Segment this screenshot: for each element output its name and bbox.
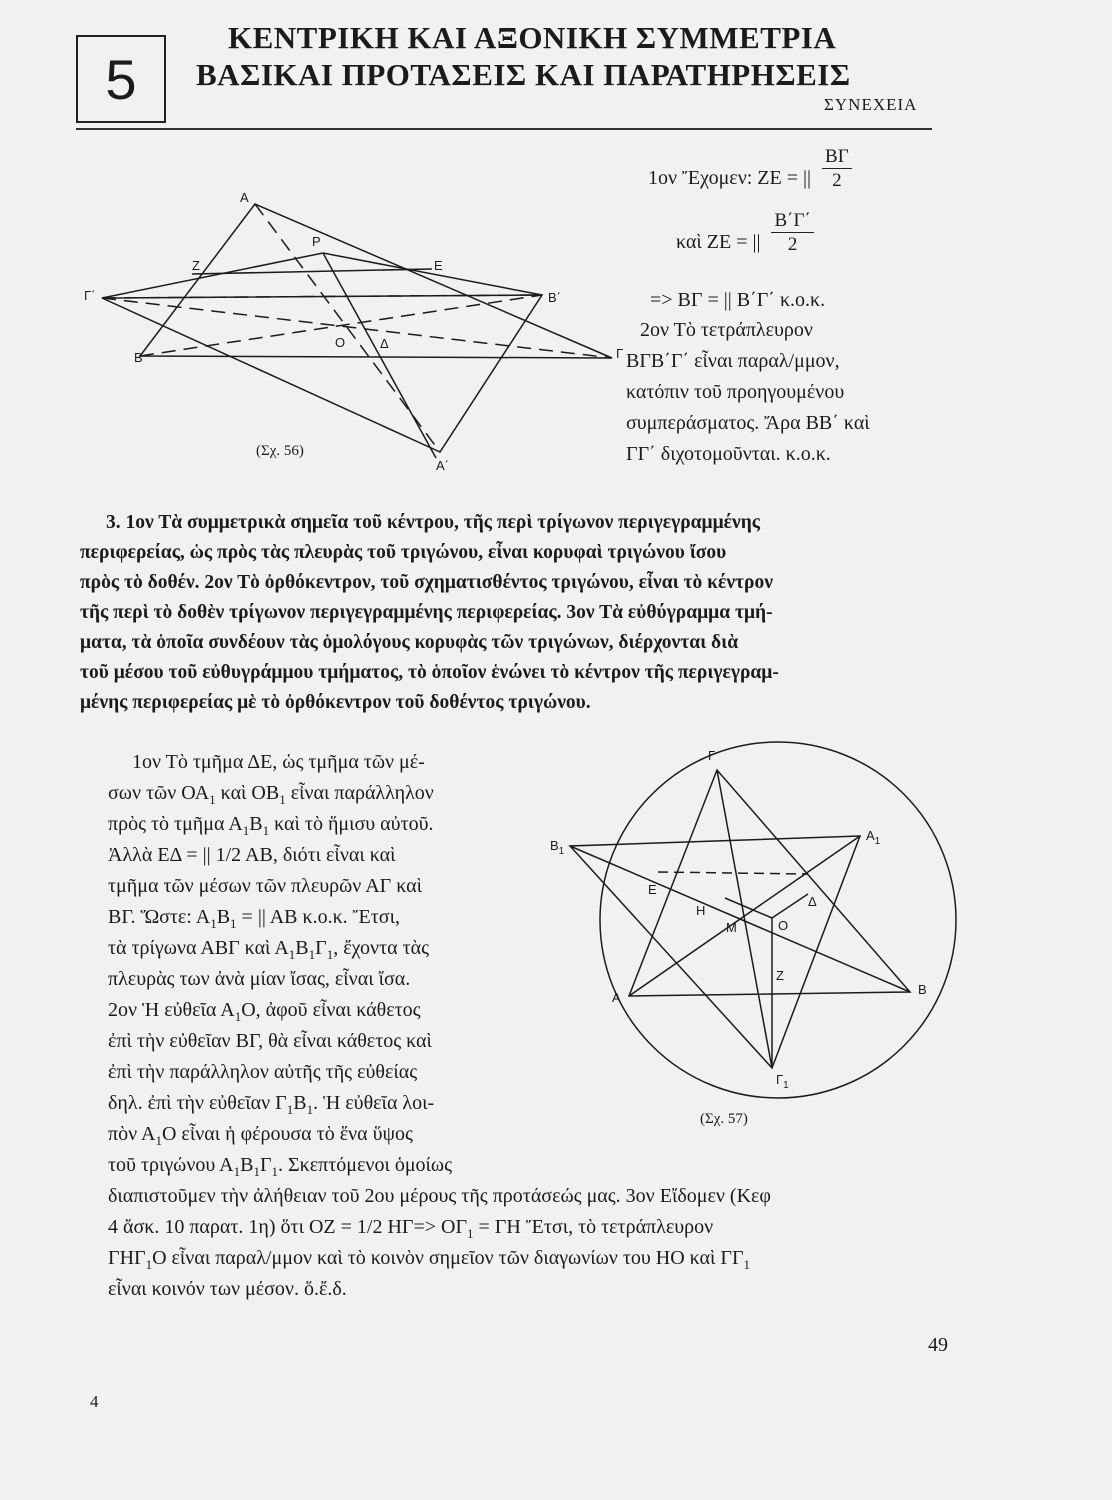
proof2-line4: 2ον Τὸ τετράπλευρον: [640, 319, 813, 341]
label-a: Α: [612, 990, 621, 1005]
proof3-line15: διαπιστοῦμεν τὴν ἀλήθειαν τοῦ 2ου μέρους τῆς προτάσεώς μας. 3ον Εἴδομεν (Κεφ: [108, 1185, 771, 1207]
figure-57: [540, 740, 950, 1140]
label-b-prime: Β΄: [548, 290, 561, 305]
triangle-abg: [629, 770, 910, 996]
proposition-3-line: μένης περιφερείας μὲ τὸ ὀρθόκεντρον τοῦ δοθέντος τριγώνου.: [80, 692, 591, 713]
proof3-line13: πὸν $A_1O$ εἶναι ἡ φέρουσα τὸ ἕνα ὕψος: [108, 1123, 413, 1148]
chapter-title-line1: ΚΕΝΤΡΙΚΗ ΚΑΙ ΑΞΟΝΙΚΗ ΣΥΜΜΕΤΡΙΑ: [228, 20, 837, 55]
proposition-3-line: περιφερείας, ὡς πρὸς τὰς πλευρὰς τοῦ τριγώνου, εἶναι κορυφαὶ τριγώνου ἴσου: [80, 542, 727, 563]
label-z: Ζ: [192, 258, 200, 273]
proof3-line6: ΒΓ. Ὥστε: $A_1B_1$ = || ΑΒ κ.ο.κ. Ἔτσι,: [108, 906, 400, 931]
label-g-prime: Γ΄: [84, 288, 96, 303]
fraction-b-prime-g-prime-over-2: $\frac{B΄\Gamma΄}{2}$: [771, 211, 813, 254]
proof2-line5: ΒΓΒ΄Γ΄ εἶναι παραλ/μμον,: [626, 350, 840, 372]
proof3-line12: δηλ. ἐπὶ τὴν εὐθεῖαν $\Gamma_1B_1$. Ἡ εὐθεῖα λοι-: [108, 1092, 435, 1117]
label-a: Α: [240, 190, 249, 205]
proof3-line18: εἶναι κοινόν των μέσον. ὅ.ἔ.δ.: [108, 1278, 347, 1300]
dashed-g-prime-g: [102, 298, 612, 358]
fraction-bg-over-2: $\frac{B\Gamma}{2}$: [822, 147, 852, 190]
proof3-line7: τὰ τρίγωνα ΑΒΓ καὶ $A_1B_1\Gamma_1$, ἔχοντα τὰς: [108, 937, 430, 962]
proof2-line6: κατόπιν τοῦ προηγουμένου: [626, 381, 845, 403]
chapter-number-box: [76, 35, 166, 123]
proof2-line2: καὶ ΖΕ = || $\frac{B΄\Gamma΄}{2}$: [676, 232, 814, 254]
page-number: 49: [928, 1334, 948, 1356]
label-o: Ο: [335, 335, 346, 350]
label-b: Β: [134, 350, 143, 365]
proposition-3-line: ματα, τὰ ὁποῖα συνδέουν τὰς ὁμολόγους κορυφὰς τῶν τριγώνων, διέρχονται διὰ: [80, 632, 739, 653]
label-g: Γ: [708, 748, 716, 763]
label-p: Ρ: [312, 234, 321, 249]
proof3-line9: 2ον Ἡ εὐθεῖα $A_1O$, ἀφοῦ εἶναι κάθετος: [108, 999, 421, 1024]
figure-56: [80, 190, 624, 485]
proof3-line1: 1ον Τὸ τμῆμα ΔΕ, ὡς τμῆμα τῶν μέ-: [132, 751, 425, 773]
proposition-3-line: 3. 1ον Τὰ συμμετρικὰ σημεῖα τοῦ κέντρου, τῆς περὶ τρίγωνον περιγεγραμμένης: [106, 512, 761, 533]
proof3-line10: ἐπὶ τὴν εὐθεῖαν ΒΓ, θὰ εἶναι κάθετος καὶ: [108, 1030, 432, 1052]
proposition-3: [80, 508, 779, 718]
label-e: Ε: [648, 882, 657, 897]
proof2-line1: 1ον Ἔχομεν: ΖΕ = || $\frac{B\Gamma}{2}$: [648, 168, 852, 190]
proof3-line17: $\Gamma H\Gamma_1O$ εἶναι παραλ/μμον καὶ τὸ κοινὸν σημεῖον τῶν διαγωνίων του ΗΟ καὶ $\Gamma\Gamma_1$: [108, 1247, 751, 1272]
label-d: Δ: [808, 894, 817, 909]
figure-56-labels: [84, 190, 623, 473]
label-e: Ε: [434, 258, 443, 273]
proposition-3-line: τῆς περὶ τὸ δοθὲν τρίγωνον περιγεγραμμένης περιφερείας. 3ον Τὰ εὐθύγραμμα τμή-: [80, 602, 773, 623]
proof3-line14: τοῦ τριγώνου $A_1B_1\Gamma_1$. Σκεπτόμενοι ὁμοίως: [108, 1154, 453, 1179]
proof3-line11: ἐπὶ τὴν παράλληλον αὐτῆς τῆς εὐθείας: [108, 1061, 418, 1083]
label-d: Δ: [380, 336, 389, 351]
proof3-line4: Ἀλλὰ ΕΔ = || 1/2 ΑΒ, διότι εἶναι καὶ: [108, 844, 396, 866]
label-a1: $A_1$: [866, 828, 881, 847]
proof2-line7: συμπεράσματος. Ἄρα ΒΒ΄ καὶ: [626, 412, 870, 434]
label-z: Ζ: [776, 968, 784, 983]
continuation-label: ΣΥΝΕΧΕΙΑ: [824, 95, 918, 114]
proposition-3-line: τοῦ μέσου τοῦ εὐθυγράμμου τμήματος, τὸ ὁποῖον ἑνώνει τὸ κέντρον τῆς περιγεγραμ-: [80, 662, 779, 683]
proof3-line2: σων τῶν $OA_1$ καὶ $OB_1$ εἶναι παράλληλον: [108, 782, 434, 807]
chapter-title-line2: ΒΑΣΙΚΑΙ ΠΡΟΤΑΣΕΙΣ ΚΑΙ ΠΑΡΑΤΗΡΗΣΕΙΣ: [196, 57, 851, 92]
proof3-line8: πλευρὰς των ἀνὰ μίαν ἴσας, εἶναι ἴσα.: [108, 968, 411, 990]
proof2-line8: ΓΓ΄ διχοτομοῦνται. κ.ο.κ.: [626, 443, 831, 465]
label-b: Β: [918, 982, 927, 997]
proof3-line16: 4 ἄσκ. 10 παρατ. 1η) ὅτι ΟΖ = 1/2 $H\Gamma=> O\Gamma_1 = \Gamma H$ Ἔτσι, τὸ τετράπλευρον: [108, 1216, 714, 1241]
proof3-line3: πρὸς τὸ τμῆμα $A_1B_1$ καὶ τὸ ἥμισυ αὐτοῦ.: [108, 813, 434, 838]
figure-56-caption: (Σχ. 56): [256, 443, 304, 459]
proposition-3-line: πρὸς τὸ δοθέν. 2ον Τὸ ὀρθόκεντρον, τοῦ σχηματισθέντος τριγώνου, εἶναι τὸ κέντρον: [80, 572, 773, 593]
label-o: Ο: [778, 918, 789, 933]
chapter-number: 5: [105, 47, 137, 111]
triangle-abg: [140, 204, 612, 358]
label-m: Μ: [726, 920, 737, 935]
figure-57-caption: (Σχ. 57): [700, 1111, 748, 1127]
signature-mark: 4: [90, 1392, 99, 1411]
label-g: Γ: [616, 346, 624, 361]
label-g1: $\Gamma_1$: [776, 1072, 789, 1091]
header-rule: [76, 128, 932, 130]
label-h: Η: [696, 903, 706, 918]
proof2-line3: => ΒΓ = || Β΄Γ΄ κ.ο.κ.: [650, 289, 826, 311]
label-a-prime: Α΄: [436, 458, 449, 473]
proof3-line5: τμῆμα τῶν μέσων τῶν πλευρῶν ΑΓ καὶ: [108, 875, 422, 897]
label-b1: $B_1$: [550, 838, 565, 857]
